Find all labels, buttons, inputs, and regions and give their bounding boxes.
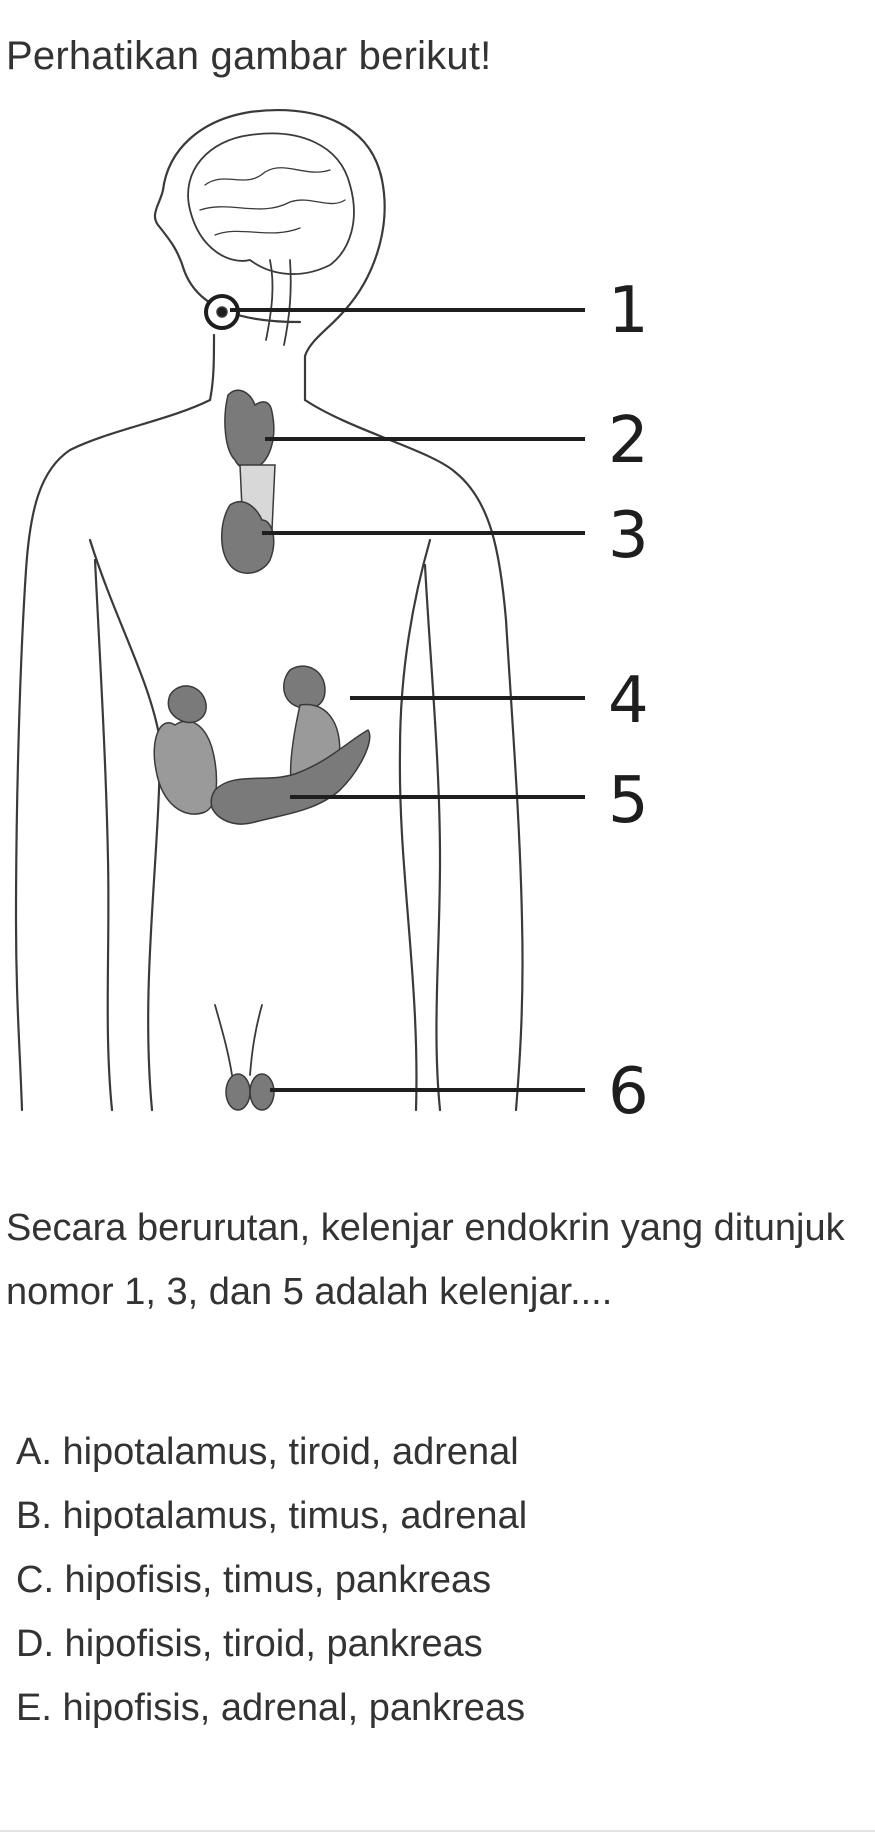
torso-left <box>90 540 160 1110</box>
divider <box>0 1830 875 1832</box>
gland-6-testis-left <box>226 1074 250 1110</box>
left-inner-arm <box>95 560 112 1110</box>
kidney-left <box>154 721 216 814</box>
gland-4-adrenal <box>284 666 325 709</box>
gland-2-thyroid <box>225 390 274 469</box>
torso-right <box>400 540 430 1110</box>
gland-5-pancreas <box>211 730 370 824</box>
option-a[interactable]: A. hipotalamus, tiroid, adrenal <box>16 1431 519 1473</box>
answer-options <box>16 1420 527 1740</box>
figure-label-6: 6 <box>608 1055 649 1129</box>
head-outline <box>155 110 385 400</box>
figure-label-1: 1 <box>608 274 649 348</box>
figure-label-2: 2 <box>608 404 649 478</box>
endocrine-system-figure <box>0 100 700 1160</box>
figure-label-3: 3 <box>608 499 649 573</box>
option-b[interactable]: B. hipotalamus, timus, adrenal <box>16 1495 528 1537</box>
option-e[interactable]: E. hipofisis, adrenal, pankreas <box>16 1687 526 1729</box>
question-heading: Perhatikan gambar berikut! <box>6 34 492 78</box>
option-c[interactable]: C. hipofisis, timus, pankreas <box>16 1559 492 1601</box>
right-inner-arm <box>425 565 440 1110</box>
figure-label-4: 4 <box>608 664 649 738</box>
figure-label-5: 5 <box>608 764 649 838</box>
neck-left <box>210 335 214 400</box>
option-d[interactable]: D. hipofisis, tiroid, pankreas <box>16 1623 483 1665</box>
question-text: Secara berurutan, kelenjar endokrin yang ditunjuk nomor 1, 3, dan 5 adalah kelenjar.... <box>6 1207 845 1313</box>
